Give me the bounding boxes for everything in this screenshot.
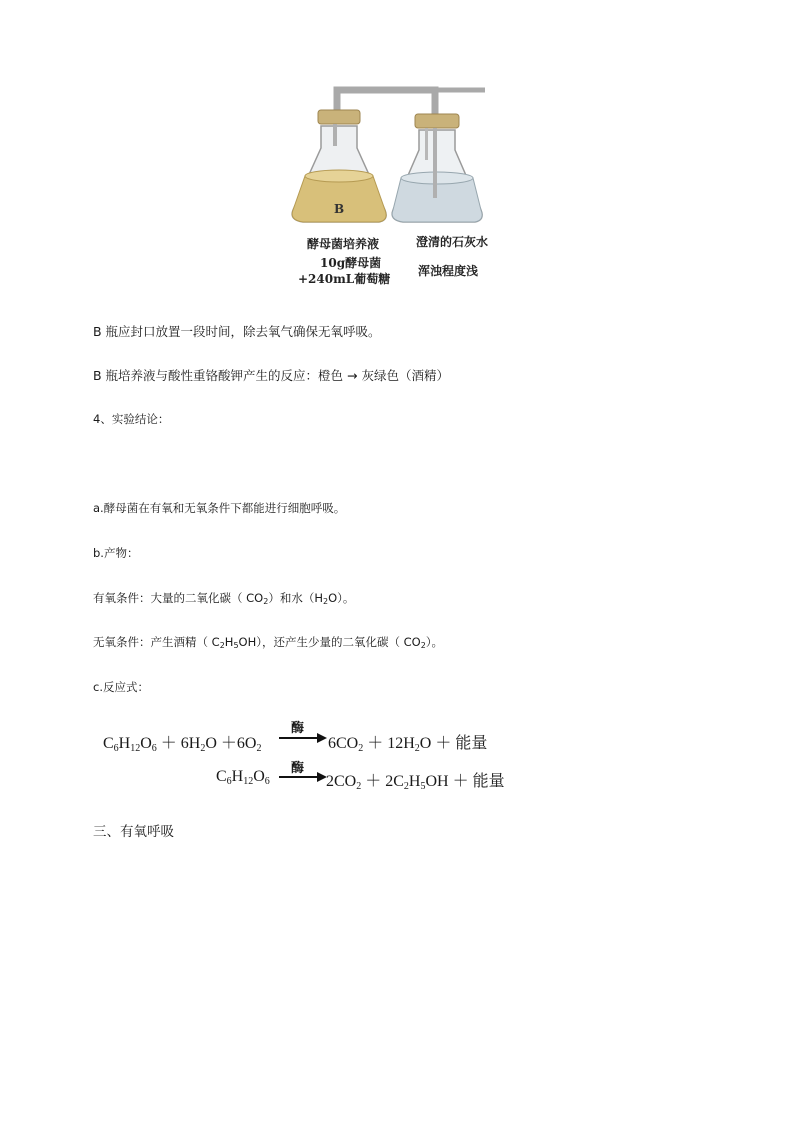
text-line-1: B 瓶应封口放置一段时间，除去氧气确保无氧呼吸。 <box>93 324 381 339</box>
equation-anaerobic: $C_6H_{12}O_6$ <box>216 768 270 787</box>
section-aerobic-respiration: 三、有氧呼吸 <box>93 824 174 840</box>
reaction-arrow-1 <box>279 733 327 743</box>
aerobic-products: 有氧条件：大量的二氧化碳（ $CO_2$）和水$(H_2O)$。 <box>93 591 355 606</box>
right-flask <box>392 114 482 222</box>
flask-left-letter: B <box>334 202 345 216</box>
equation-anaerobic-products: $2CO_2 + 2C_2H_5OH$ ＋ 能量 <box>326 773 505 792</box>
enzyme-label-1: 酶 <box>291 721 305 736</box>
conclusion-b: b.产物： <box>93 546 139 560</box>
conclusion-c: c.反应式： <box>93 680 149 694</box>
enzyme-label-2: 酶 <box>291 761 305 776</box>
label-yeast-amount: 10g酵母菌 <box>320 256 382 270</box>
anaerobic-products: 无氧条件：产生酒精（ $C_2H_5OH$），还产生少量的二氧化碳（ $CO_2$）。 <box>93 635 444 650</box>
label-limewater: 澄清的石灰水 <box>416 235 489 249</box>
conclusion-a: a.酵母菌在有氧和无氧条件下都能进行细胞呼吸。 <box>93 501 346 515</box>
equation-aerobic: $C_6H_{12}O_6 + 6H_2O +6O_2$ <box>103 735 262 754</box>
limewater-liquid <box>392 178 482 222</box>
label-yeast-culture: 酵母菌培养液 <box>307 237 380 251</box>
equation-aerobic-products: $6CO_2 + 12H_2O$ ＋ 能量 <box>328 735 488 754</box>
reaction-arrow-2 <box>279 772 327 782</box>
label-glucose-amount: +240mL葡萄糖 <box>298 272 391 286</box>
text-line-2: B 瓶培养液与酸性重铬酸钾产生的反应：橙色 → 灰绿色（酒精） <box>93 368 449 383</box>
left-cork <box>318 110 360 124</box>
label-turbidity: 浑浊程度浅 <box>418 264 479 278</box>
right-cork <box>415 114 459 128</box>
conclusion-heading: 4、实验结论： <box>93 412 170 426</box>
